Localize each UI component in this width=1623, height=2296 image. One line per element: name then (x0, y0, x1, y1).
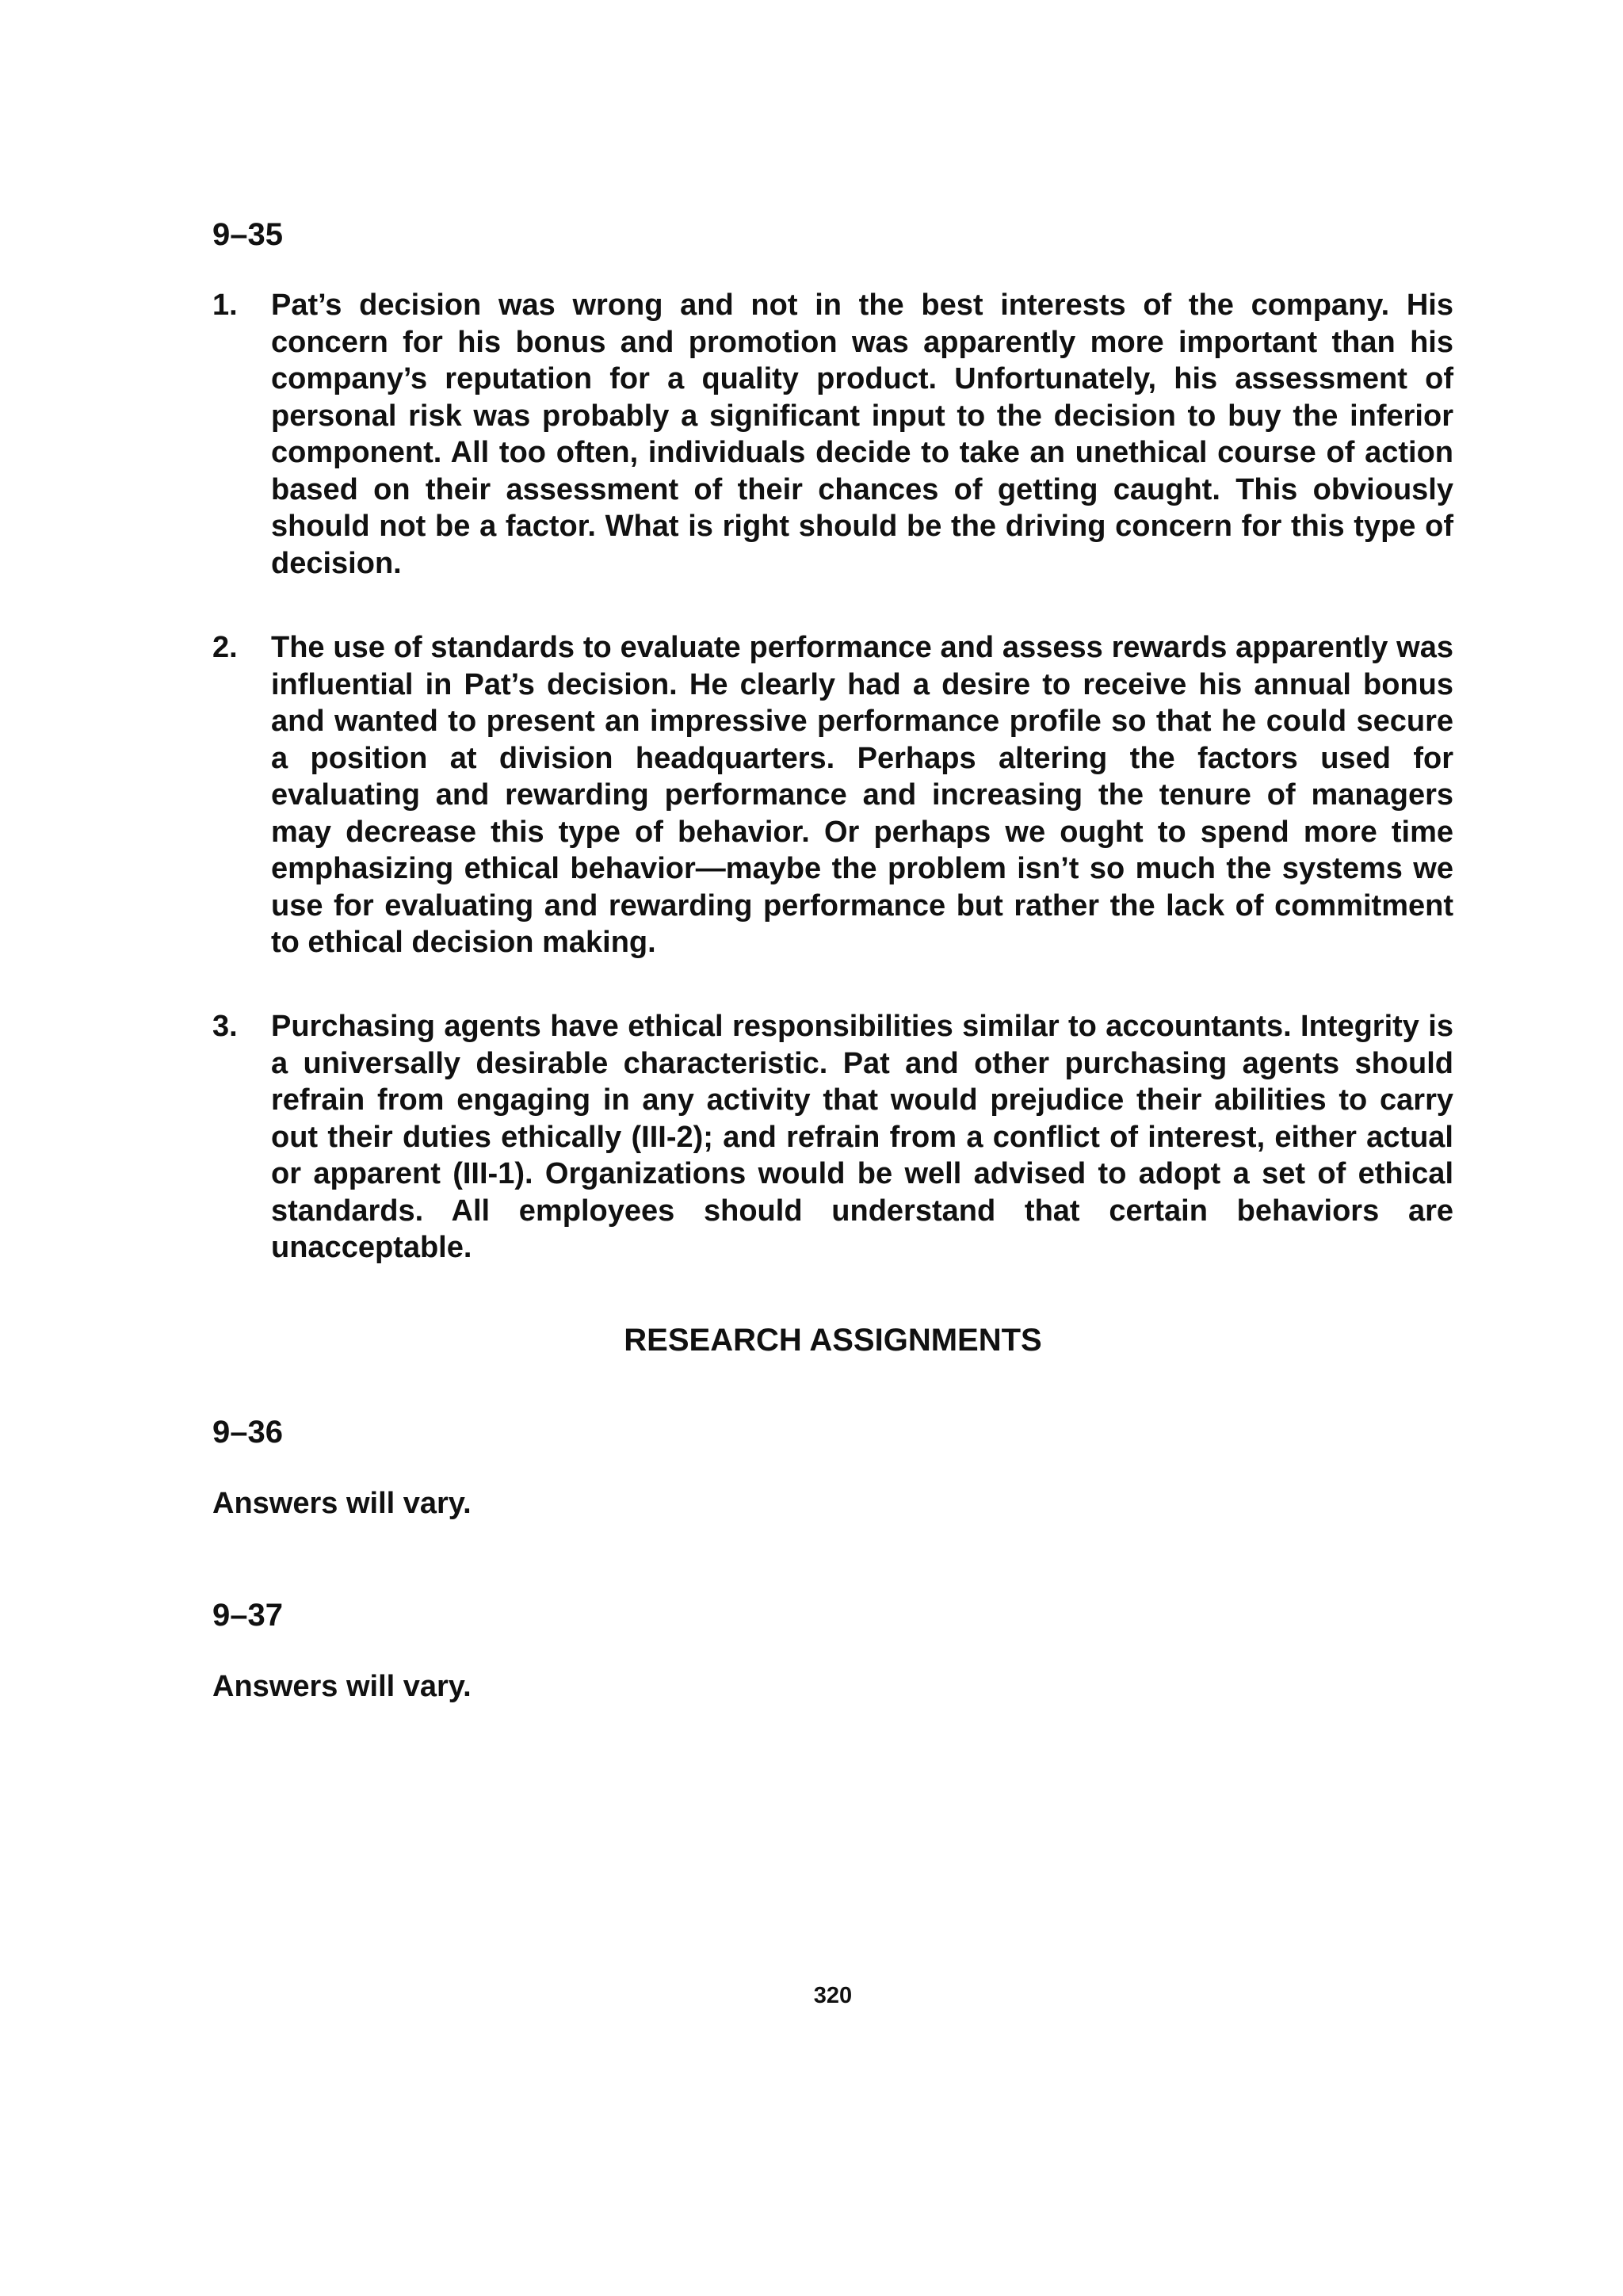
answer-text: Answers will vary. (212, 1670, 472, 1703)
section-number-9-36: 9–36 (212, 1415, 283, 1450)
list-item-text: Purchasing agents have ethical responsibilities similar to accountants. Integrity is a universally desirable characteristic. Pat and other purchasing agents should refrain from engaging in any activity that would prejudice their abilities to carry out their duties ethically (III-2); and refrain from a conflict of interest, either actual or apparent (III-1). Organizations would be well advised to adopt a set of ethical standards. All employees should understand that certain behaviors are unacceptable. (271, 1010, 1453, 1264)
answer-text: Answers will vary. (212, 1487, 472, 1520)
list-item-number: 1. (212, 288, 238, 322)
list-item-number: 2. (212, 631, 238, 664)
section-heading: RESEARCH ASSIGNMENTS (624, 1323, 1042, 1358)
list-item-text: The use of standards to evaluate performance and assess rewards apparently was influential in Pat’s decision. He clearly had a desire to receive his annual bonus and wanted to present an impressive performance profile so that he could secure a position at division headquarters. Perhaps altering the factors used for evaluating and rewarding performance and increasing the tenure of managers may decrease this type of behavior. Or perhaps we ought to spend more time emphasizing ethical behavior—maybe the problem isn’t so much the systems we use for evaluating and rewarding performance but rather the lack of commitment to ethical decision making. (271, 631, 1453, 959)
list-item-number: 3. (212, 1010, 238, 1043)
page-number: 320 (813, 1983, 853, 2008)
list-item-text: Pat’s decision was wrong and not in the best interests of the company. His concern for his bonus and promotion was apparently more important than his company’s reputation for a quality product. Unfortunately, his assessment of personal risk was probably a significant input to the decision to buy the inferior component. All too often, individuals decide to take an unethical course of action based on their assessment of their chances of getting caught. This obviously should not be a factor. What is right should be the driving concern for this type of decision. (271, 288, 1453, 580)
section-number-9-35: 9–35 (212, 217, 283, 252)
section-number-9-37: 9–37 (212, 1598, 283, 1633)
document-page (212, 0, 1453, 2296)
